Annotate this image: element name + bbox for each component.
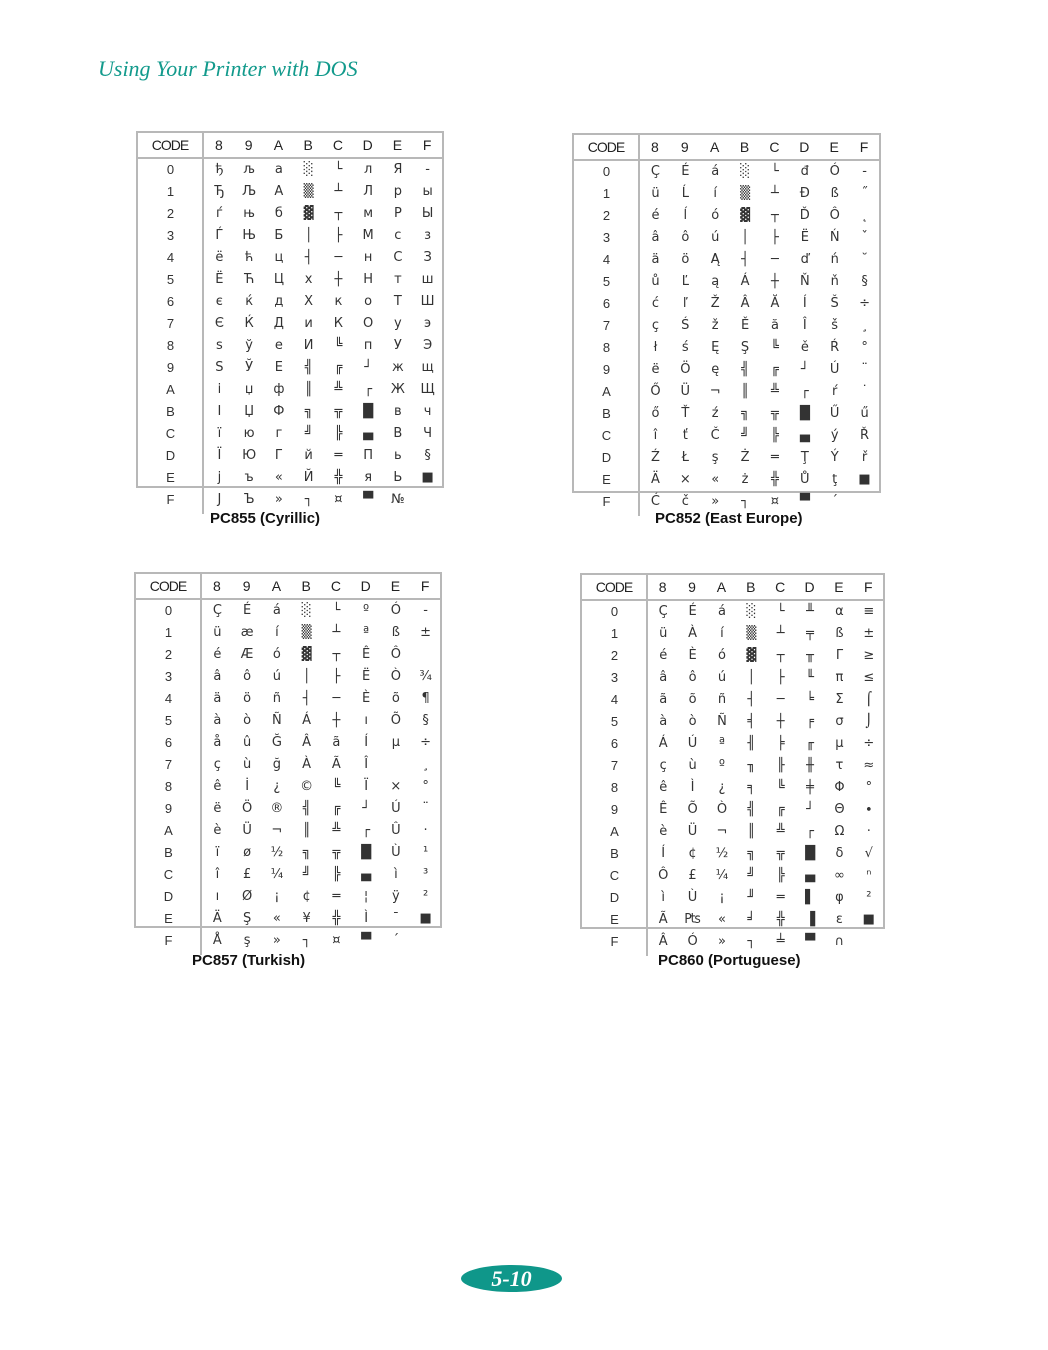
column-header: F	[422, 137, 432, 153]
character-column	[412, 159, 442, 514]
column-characters: лЛмМнНоОп┘┌█▄Пя▀	[360, 162, 376, 514]
row-codes: 0123456789ABCDEF	[599, 164, 614, 516]
character-column	[677, 601, 706, 956]
caption-pc852: PC852 (East Europe)	[655, 510, 803, 527]
character-column	[849, 161, 879, 516]
character-column	[410, 600, 440, 955]
column-header: F	[859, 139, 869, 155]
table-body	[574, 161, 879, 516]
column-characters: ÓßÔÒõÕµ ×ÚÛÙìÿ¯´	[388, 603, 404, 955]
character-column	[707, 601, 736, 956]
column-characters: đĐĎËďŇÍÎě┘┌█▄ŢŮ▀	[797, 164, 813, 516]
row-code-column	[138, 159, 204, 514]
column-characters: ÓßÔŃńňŠšŔÚŕŰýÝţ´	[827, 164, 843, 516]
column-header: D	[362, 137, 373, 153]
column-characters: ÇüéâãàÁçêÊèÍÔìÃÂ	[655, 604, 671, 956]
column-header: A	[710, 139, 720, 155]
column-characters: áíóúĄąŽžĘę¬źČş«»	[707, 164, 723, 516]
running-head: Using Your Printer with DOS	[98, 56, 358, 81]
column-header: F	[420, 578, 430, 594]
character-column	[730, 161, 760, 516]
row-code-column	[136, 600, 202, 955]
column-characters: ≡±≥≤⌠⌡÷≈°∙·√ⁿ²■	[861, 604, 877, 956]
column-characters: љЉњЊћЋќЌўЎџЏюЮъЪ	[241, 162, 257, 514]
code-header: CODE	[136, 574, 202, 598]
header-row	[574, 135, 879, 161]
code-table-pc857	[134, 572, 442, 955]
character-column	[700, 161, 730, 516]
character-column	[854, 601, 883, 956]
column-characters: аАбБцЦдДеЕфФгГ«»	[271, 162, 287, 514]
column-header: F	[864, 579, 873, 595]
column-header: 8	[651, 139, 659, 155]
header-row	[582, 575, 883, 601]
column-characters: áíóúñÑªº¿Ò¬½¼¡«»	[714, 604, 730, 956]
header-row	[138, 133, 442, 159]
column-characters: └┴┬├─┼ãÃ╚╔╩╦╠═╬¤	[328, 603, 344, 955]
character-column	[766, 601, 795, 956]
column-characters: ÉĹĺôöĽľŚśÖÜŤťŁ×č	[677, 164, 693, 516]
caption-pc860: PC860 (Portuguese)	[658, 952, 801, 969]
row-codes: 0123456789ABCDEF	[607, 604, 622, 956]
code-table-pc860	[580, 573, 885, 956]
column-characters: ÉÀÈôõòÚùÌÕÜ¢£Ù₧Ó	[685, 604, 701, 956]
column-header: 9	[244, 137, 253, 153]
character-column	[648, 601, 677, 956]
column-header: B	[739, 139, 750, 155]
column-header: E	[392, 137, 403, 153]
column-characters: └┴┬├─┼╞╟╚╔╩╦╠═╬╧	[773, 604, 789, 956]
character-column	[353, 159, 383, 514]
character-column	[321, 600, 351, 955]
caption-pc857: PC857 (Turkish)	[192, 952, 306, 969]
column-header: B	[303, 137, 313, 153]
column-header: E	[390, 578, 401, 594]
character-column	[202, 600, 232, 955]
row-codes: 0123456789ABCDEF	[161, 603, 176, 955]
code-header: CODE	[582, 575, 648, 599]
character-column	[383, 159, 413, 514]
column-characters: -± ¾¶§÷¸°¨·¹³²■	[418, 603, 434, 955]
table-body	[582, 601, 883, 956]
character-column	[291, 600, 321, 955]
column-characters: -˝˛ˇ˘§÷¸°¨˙űŘř■	[857, 164, 873, 516]
column-characters: ░▒▓│┤╡╢╖╕╣║╗╝╜╛┐	[743, 604, 759, 956]
column-header: A	[273, 137, 284, 153]
column-characters: ÇüéâäàåçêëèïîıÄÅ	[209, 603, 225, 955]
column-characters: ░▒▓│┤ÁÂĚŞ╣║╗╝Żż┐	[737, 164, 753, 516]
character-column	[736, 601, 765, 956]
character-column	[234, 159, 264, 514]
character-column	[640, 161, 670, 516]
column-characters: └┴┬├─┼Ăă╚╔╩╦╠═╬¤	[767, 164, 783, 516]
caption-pc855: PC855 (Cyrillic)	[210, 510, 321, 527]
character-column	[381, 600, 411, 955]
character-column	[819, 161, 849, 516]
column-header: A	[716, 579, 727, 595]
column-characters: └┴┬├─┼кК╚╔╩╦╠═╬¤	[330, 162, 346, 514]
column-characters: ЯрРсСтТуУжЖвВьЬ№	[390, 162, 406, 514]
row-codes: 0123456789ABCDEF	[163, 162, 178, 514]
code-table-pc852	[572, 133, 881, 516]
code-header: CODE	[138, 133, 204, 157]
column-header: D	[804, 579, 815, 595]
column-header: 8	[214, 137, 223, 153]
character-column	[670, 161, 700, 516]
column-header: 9	[688, 579, 696, 595]
character-column	[795, 601, 824, 956]
code-header: CODE	[574, 135, 640, 159]
column-header: 9	[680, 139, 689, 155]
column-characters: ÇüéâäůćçłëŐőîŹÄĆ	[647, 164, 663, 516]
column-characters: ╨╤╥╙╘╒╓╫╪┘┌█▄▌▐▀	[802, 604, 818, 956]
row-code-column	[574, 161, 640, 516]
column-header: B	[301, 578, 311, 594]
column-characters: ░▒▓│┤ÁÂÀ©╣║╗╝¢¥┐	[299, 603, 315, 955]
column-characters: -ыЫзЗшШэЭщЩчЧ§■	[420, 162, 436, 514]
character-column	[789, 161, 819, 516]
column-characters: ░▒▓│┤хХиИ╣║╗╝йЙ┐	[301, 162, 317, 514]
character-column	[760, 161, 790, 516]
character-column	[323, 159, 353, 514]
character-column	[293, 159, 323, 514]
column-characters: αßΓπΣσµτΦΘΩδ∞φε∩	[831, 604, 847, 956]
page-number-badge: 5-10	[461, 1265, 562, 1292]
character-column	[232, 600, 262, 955]
column-header: B	[746, 579, 756, 595]
character-column	[351, 600, 381, 955]
column-header: C	[769, 139, 780, 155]
row-code-column	[582, 601, 648, 956]
character-column	[824, 601, 853, 956]
column-header: 9	[242, 578, 251, 594]
column-characters: ђЂѓЃёЁєЄѕЅіІїЇјЈ	[211, 162, 227, 514]
header-row	[136, 574, 440, 600]
column-characters: ºªÊËÈıÍÎÏ┘┌█▄¦Ì▀	[358, 603, 374, 955]
column-header: D	[360, 578, 371, 594]
table-body	[136, 600, 440, 955]
character-column	[262, 600, 292, 955]
column-header: C	[332, 137, 343, 153]
column-header: C	[775, 579, 786, 595]
code-table-pc855	[136, 131, 444, 514]
column-header: E	[829, 139, 839, 155]
character-column	[204, 159, 234, 514]
column-header: C	[330, 578, 341, 594]
column-header: 8	[658, 579, 667, 595]
column-characters: ÉæÆôöòûùİÖÜø£ØŞş	[239, 603, 255, 955]
column-header: E	[834, 579, 844, 595]
column-header: A	[271, 578, 282, 594]
table-body	[138, 159, 442, 514]
column-header: 8	[212, 578, 221, 594]
column-characters: áíóúñÑĞğ¿®¬½¼¡«»	[269, 603, 285, 955]
column-header: D	[799, 139, 810, 155]
character-column	[264, 159, 294, 514]
